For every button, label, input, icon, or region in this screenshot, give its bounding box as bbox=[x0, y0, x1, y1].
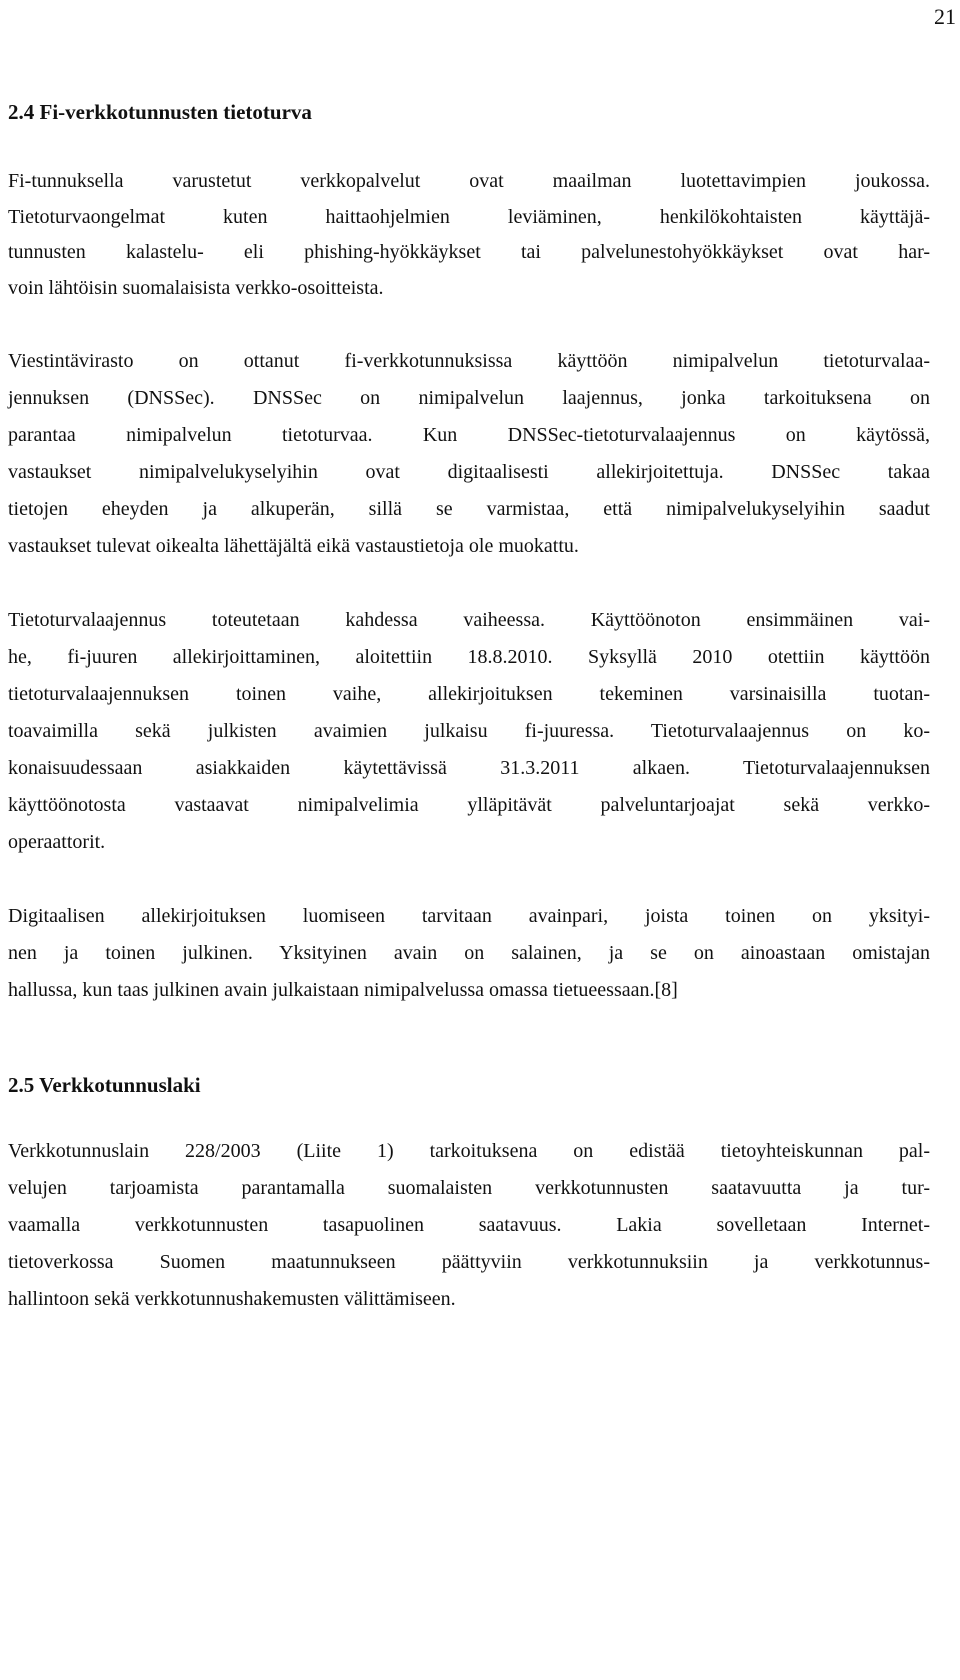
text-line: vastaukset nimipalvelukyselyihin ovat digitaalisesti allekirjoitettuja. DNSSec takaa bbox=[8, 461, 930, 483]
text-line: konaisuudessaan asiakkaiden käytettävissä 31.3.2011 alkaen. Tietoturvalaajennuksen bbox=[8, 757, 930, 779]
text-line: hallussa, kun taas julkinen avain julkaistaan nimipalvelussa omassa tietueessaan.[8] bbox=[8, 979, 678, 1001]
text-line: hallintoon sekä verkkotunnushakemusten välittämiseen. bbox=[8, 1288, 456, 1310]
text-line: voin lähtöisin suomalaisista verkko-osoitteista. bbox=[8, 276, 384, 299]
text-line: parantaa nimipalvelun tietoturvaa. Kun DNSSec-tietoturvalaajennus on käytössä, bbox=[8, 424, 930, 446]
section-heading-2-4: 2.4 Fi-verkkotunnusten tietoturva bbox=[8, 100, 312, 124]
text-line: tunnusten kalastelu- eli phishing-hyökkäykset tai palvelunestohyökkäykset ovat har- bbox=[8, 241, 930, 263]
text-line: tietoturvalaajennuksen toinen vaihe, allekirjoituksen tekeminen varsinaisilla tuotan- bbox=[8, 683, 930, 705]
text-line: vastaukset tulevat oikealta lähettäjältä eikä vastaustietoja ole muokattu. bbox=[8, 535, 579, 557]
section-heading-2-5: 2.5 Verkkotunnuslaki bbox=[8, 1073, 201, 1097]
text-line: jennuksen (DNSSec). DNSSec on nimipalvelun laajennus, jonka tarkoituksena on bbox=[8, 387, 930, 409]
text-line: operaattorit. bbox=[8, 831, 106, 853]
text-line: tietojen eheyden ja alkuperän, sillä se varmistaa, että nimipalvelukyselyihin saadut bbox=[8, 498, 930, 520]
text-line: käyttöönotosta vastaavat nimipalvelimia ylläpitävät palveluntarjoajat sekä verkko- bbox=[8, 794, 930, 816]
text-line: vaamalla verkkotunnusten tasapuolinen saatavuus. Lakia sovelletaan Internet- bbox=[8, 1214, 930, 1236]
document-body bbox=[8, 98, 930, 1318]
text-line: Tietoturvalaajennus toteutetaan kahdessa vaiheessa. Käyttöönoton ensimmäinen vai- bbox=[8, 609, 930, 631]
paragraph-domain-law bbox=[8, 1133, 930, 1318]
text-line: tietoverkossa Suomen maatunnukseen päättyviin verkkotunnuksiin ja verkkotunnus- bbox=[8, 1251, 930, 1273]
paragraph-rollout bbox=[8, 602, 930, 861]
text-line: velujen tarjoamista parantamalla suomalaisten verkkotunnusten saatavuutta ja tur- bbox=[8, 1177, 930, 1199]
text-line: Viestintävirasto on ottanut fi-verkkotunnuksissa käyttöön nimipalvelun tietoturvalaa- bbox=[8, 350, 930, 372]
text-line: Digitaalisen allekirjoituksen luomiseen tarvitaan avainpari, joista toinen on yksityi- bbox=[8, 905, 930, 927]
text-line: Fi-tunnuksella varustetut verkkopalvelut ovat maailman luotettavimpien joukossa. bbox=[8, 170, 930, 192]
text-line: Tietoturvaongelmat kuten haittaohjelmien leviäminen, henkilökohtaisten käyttäjä- bbox=[8, 205, 930, 228]
page-number: 21 bbox=[934, 4, 956, 29]
paragraph-fi-security-intro bbox=[8, 164, 930, 306]
paragraph-key-pair bbox=[8, 898, 930, 1009]
paragraph-dnssec bbox=[8, 343, 930, 565]
text-line: he, fi-juuren allekirjoittaminen, aloitettiin 18.8.2010. Syksyllä 2010 otettiin käyttöön bbox=[8, 646, 930, 668]
text-line: nen ja toinen julkinen. Yksityinen avain on salainen, ja se on ainoastaan omistajan bbox=[8, 942, 930, 964]
text-line: toavaimilla sekä julkisten avaimien julkaisu fi-juuressa. Tietoturvalaajennus on ko- bbox=[8, 720, 930, 742]
text-line: Verkkotunnuslain 228/2003 (Liite 1) tarkoituksena on edistää tietoyhteiskunnan pal- bbox=[8, 1140, 930, 1162]
